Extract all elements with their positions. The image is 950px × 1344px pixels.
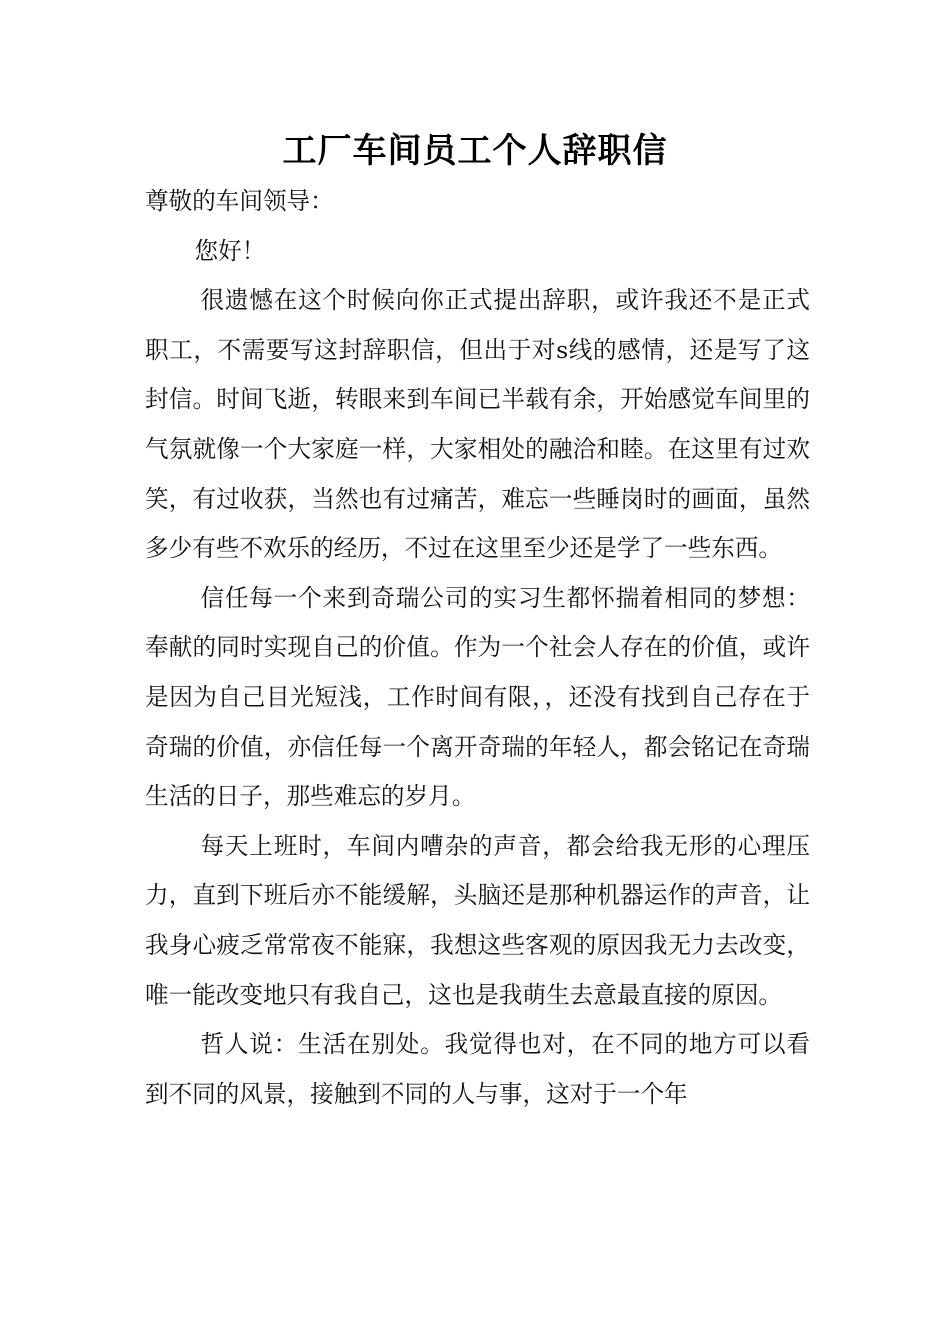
salutation: 尊敬的车间领导： [145,187,334,215]
paragraph-2: 信任每一个来到奇瑞公司的实习生都怀揣着相同的梦想：奉献的同时实现自己的价值。作为一个社会人存在的价值，或许是因为自己目光短浅，工作时间有限，，还没有找到自己存在于奇瑞的价值，亦信任每一个离开奇瑞的年轻人，都会铭记在奇瑞生活的日子，那些难忘的岁月。 [145,583,810,811]
greeting-line: 您好！ [194,236,266,265]
paragraph-1: 很遗憾在这个时候向你正式提出辞职，或许我还不是正式职工，不需要写这封辞职信，但出于对s线的感情，还是写了这封信。时间飞逝，转眼来到车间已半载有余，开始感觉车间里的气氛就像一个大家庭一样，大家相处的融洽和睦。在这里有过欢笑，有过收获，当然也有过痛苦，难忘一些睡岗时的画面，虽然多少有些不欢乐的经历，不过在这里至少还是学了一些东西。 [145,286,810,563]
letter-body [145,177,810,1119]
paragraph-4: 哲人说：生活在别处。我觉得也对，在不同的地方可以看到不同的风景，接触到不同的人与事，这对于一个年 [145,1030,810,1108]
paragraph-3: 每天上班时，车间内嘈杂的声音，都会给我无形的心理压力，直到下班后亦不能缓解，头脑还是那种机器运作的声音，让我身心疲乏常常夜不能寐，我想这些客观的原因我无力去改变，唯一能改变地只有我自己，这也是我萌生去意最直接的原因。 [145,831,810,1009]
document-title: 工厂车间员工个人辞职信 [282,131,668,171]
